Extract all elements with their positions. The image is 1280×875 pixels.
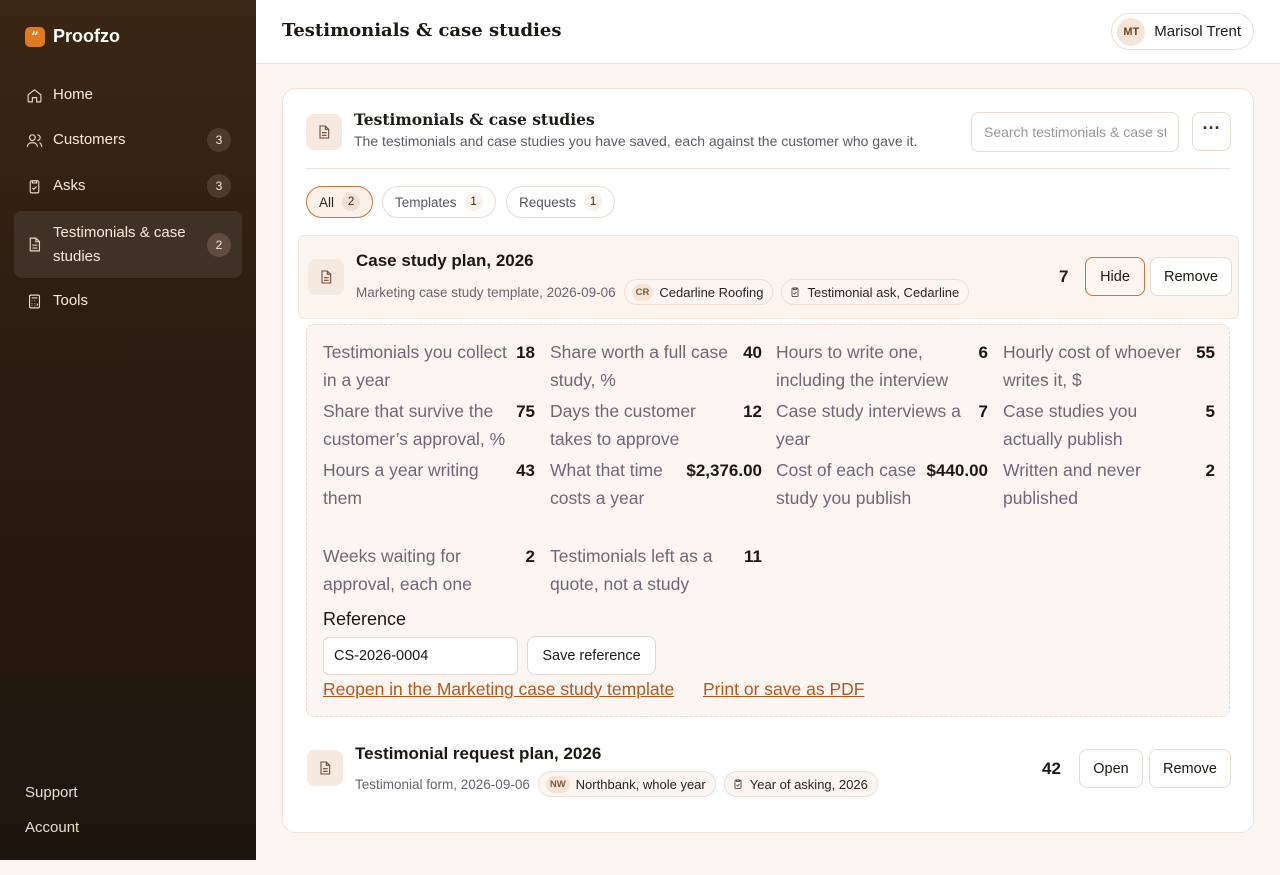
sidebar-item-label: Customers: [53, 131, 126, 148]
metric: [776, 339, 988, 394]
sidebar-item-testimonials[interactable]: [14, 211, 242, 278]
metric-label: Share worth a full case study, %: [550, 342, 729, 390]
clipboard-icon: [25, 177, 43, 195]
ask-chip[interactable]: [724, 771, 878, 797]
card-subtitle: The testimonials and case studies you have saved, each against the customer who gave it.: [354, 133, 918, 149]
metric-value: 5: [1205, 402, 1215, 421]
user-name: Marisol Trent: [1154, 23, 1241, 40]
metric: [550, 457, 762, 512]
topbar: [256, 0, 1280, 64]
metric: [776, 457, 988, 512]
sidebar-item-label: Testimonials & case studies: [53, 223, 186, 265]
metric-value: $2,376.00: [686, 461, 762, 480]
save-reference-button[interactable]: Save reference: [527, 636, 656, 675]
sidebar-item-asks[interactable]: [14, 174, 242, 198]
open-button[interactable]: Open: [1079, 749, 1143, 788]
reference-input[interactable]: [323, 637, 518, 675]
ask-chip[interactable]: [781, 279, 969, 305]
reopen-template-link[interactable]: Reopen in the Marketing case study template: [323, 679, 675, 699]
tab-count: 1: [465, 193, 483, 211]
item-count: 7: [1059, 267, 1069, 286]
metric-value: 6: [978, 343, 988, 362]
customer-initials: NW: [546, 776, 570, 793]
clipboard-icon: [732, 778, 744, 790]
metric-label: Case study interviews a year: [776, 401, 961, 449]
quote-logo-icon: ”: [25, 27, 45, 47]
metric-label: Hourly cost of whoever writes it, $: [1003, 342, 1181, 390]
metric-value: 11: [744, 547, 762, 566]
metric-label: Case studies you actually publish: [1003, 401, 1138, 449]
metric-label: Hours a year writing them: [323, 460, 479, 508]
calculator-icon: [25, 292, 43, 310]
sidebar-item-label: Tools: [53, 292, 89, 309]
document-icon: [308, 259, 344, 295]
item-title: Case study plan, 2026: [356, 251, 534, 270]
metric-value: 2: [1205, 461, 1215, 480]
ask-name: Year of asking, 2026: [749, 776, 868, 792]
document-icon: [25, 236, 43, 254]
metric-value: 43: [516, 461, 535, 480]
metric: [1003, 457, 1215, 512]
remove-button[interactable]: Remove: [1150, 257, 1232, 296]
metric-value: 75: [516, 402, 535, 421]
app-name: Proofzo: [53, 26, 120, 46]
list-item[interactable]: [298, 739, 1239, 809]
metric: [323, 339, 535, 394]
avatar: MT: [1117, 18, 1145, 46]
home-icon: [25, 86, 43, 104]
metric-label: What that time costs a year: [550, 460, 663, 508]
metric-label: Days the customer takes to approve: [550, 401, 696, 449]
metric-value: 55: [1196, 343, 1215, 362]
item-source: Marketing case study template, 2026-09-06: [356, 284, 616, 300]
metric-value: 18: [516, 343, 535, 362]
sidebar-item-customers[interactable]: [14, 128, 242, 152]
metric: [1003, 398, 1215, 453]
item-count: 42: [1042, 759, 1061, 778]
sidebar-item-label: Asks: [53, 177, 86, 194]
sidebar-item-tools[interactable]: [14, 289, 242, 313]
metric: [550, 339, 762, 394]
tab-label: All: [319, 194, 335, 210]
metric-label: Share that survive the customer’s approval, %: [323, 401, 506, 449]
customer-name: Northbank, whole year: [575, 776, 706, 792]
document-icon: [307, 750, 343, 786]
testimonials-card: [282, 88, 1254, 833]
metric-label: Testimonials left as a quote, not a study: [550, 546, 713, 594]
metric-label: Weeks waiting for approval, each one: [323, 546, 472, 594]
sidebar: [0, 0, 256, 860]
support-link[interactable]: Support: [25, 784, 78, 801]
tab-templates[interactable]: [382, 186, 496, 218]
detail-panel: [306, 324, 1230, 717]
brand[interactable]: [25, 26, 120, 47]
account-link[interactable]: Account: [25, 819, 80, 836]
tab-count: 2: [342, 193, 360, 211]
count-badge: 2: [207, 233, 231, 257]
divider: [306, 168, 1230, 169]
metric-value: 2: [525, 547, 535, 566]
metric-value: 12: [743, 402, 762, 421]
tab-count: 1: [584, 193, 602, 211]
metric: [550, 398, 762, 453]
hide-button[interactable]: Hide: [1085, 257, 1145, 296]
metric: [323, 398, 535, 453]
document-icon: [306, 114, 342, 150]
customer-name: Cedarline Roofing: [659, 284, 764, 300]
customer-initials: CR: [632, 284, 654, 301]
metric-label: Testimonials you collect in a year: [323, 342, 507, 390]
clipboard-icon: [789, 286, 801, 298]
item-source: Testimonial form, 2026-09-06: [355, 776, 530, 792]
metric: [323, 543, 535, 598]
user-menu[interactable]: [1111, 13, 1254, 50]
ask-name: Testimonial ask, Cedarline: [807, 284, 960, 300]
count-badge: 3: [207, 128, 231, 152]
sidebar-item-label: Home: [53, 86, 94, 103]
print-pdf-link[interactable]: Print or save as PDF: [703, 679, 865, 699]
customer-chip[interactable]: [538, 771, 716, 797]
metric-label: Cost of each case study you publish: [776, 460, 917, 508]
metric: [776, 398, 988, 453]
search-input[interactable]: [971, 112, 1179, 152]
remove-button[interactable]: Remove: [1149, 749, 1231, 788]
page-title: Testimonials & case studies: [282, 20, 562, 41]
item-title: Testimonial request plan, 2026: [355, 744, 602, 763]
metric: [550, 543, 762, 598]
customer-chip[interactable]: [624, 279, 774, 305]
tab-label: Requests: [519, 194, 577, 210]
item-meta: [356, 279, 969, 305]
card-title: Testimonials & case studies: [354, 110, 595, 129]
item-meta: [355, 771, 878, 797]
tab-requests[interactable]: [506, 186, 615, 218]
list-item[interactable]: [298, 235, 1239, 319]
metric-value: 7: [978, 402, 988, 421]
metric: [323, 457, 535, 512]
tab-all[interactable]: [306, 186, 373, 218]
metric-label: Written and never published: [1003, 460, 1141, 508]
more-options-button[interactable]: ···: [1192, 112, 1231, 151]
metric-value: 40: [743, 343, 762, 362]
count-badge: 3: [207, 174, 231, 198]
reference-label: Reference: [323, 609, 407, 629]
users-icon: [25, 131, 43, 149]
metric-value: $440.00: [926, 461, 988, 480]
tab-label: Templates: [395, 194, 457, 210]
metric-label: Hours to write one, including the interview: [776, 342, 949, 390]
sidebar-item-home[interactable]: [14, 83, 242, 107]
metric: [1003, 339, 1215, 394]
